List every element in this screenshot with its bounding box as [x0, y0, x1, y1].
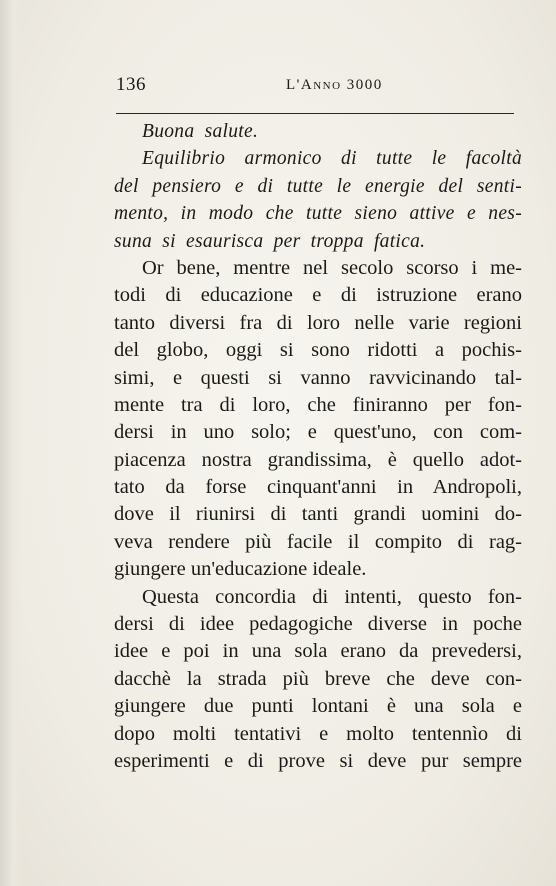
italic-line: suna si esaurisca per troppa fatica. — [114, 230, 426, 252]
italic-line: Buona salute. — [142, 121, 259, 142]
paragraph-line: esperimenti e di prove si deve pur sempre — [114, 749, 522, 772]
running-title: L'Anno 3000 — [286, 77, 383, 93]
paragraph-line: dopo molti tentativi e molto tentennìo di — [114, 722, 522, 745]
paragraph-line: tanto diversi fra di loro nelle varie regioni — [114, 311, 522, 334]
page-number: 136 — [116, 74, 146, 95]
paragraph-line: dersi di idee pedagogiche diverse in poche — [114, 613, 522, 636]
italic-line: del pensiero e di tutte le energie del senti- — [114, 175, 522, 197]
paragraph-line: tato da forse cinquant'anni in Andropoli, — [114, 476, 522, 499]
paragraph-line: mente tra di loro, che finiranno per fon- — [114, 393, 522, 416]
paragraph-line: todi di educazione e di istruzione erano — [114, 284, 522, 307]
paragraph-line: simi, e questi si vanno ravvicinando tal- — [114, 366, 522, 389]
italic-line: mento, in modo che tutte sieno attive e nes- — [114, 203, 522, 225]
paragraph-line: piacenza nostra grandissima, è quello adot- — [114, 448, 522, 471]
paragraph-line: Questa concordia di intenti, questo fon- — [142, 585, 522, 608]
paragraph-line: veva rendere più facile il compito di rag- — [114, 530, 522, 553]
paragraph-line: giungere un'educazione ideale. — [114, 558, 367, 581]
paragraph-line: idee e poi in una sola erano da prevedersi, — [114, 640, 522, 663]
paragraph-line: dersi in uno solo; e quest'uno, con com- — [114, 421, 522, 444]
page-gutter-shadow — [0, 0, 22, 886]
italic-line: Equilibrio armonico di tutte le facoltà — [142, 148, 522, 170]
header-rule — [116, 113, 514, 114]
page-header — [116, 74, 516, 100]
body-text — [114, 118, 522, 775]
paragraph-line: dacchè la strada più breve che deve con- — [114, 667, 522, 690]
paragraph-line: giungere due punti lontani è una sola e — [114, 695, 522, 718]
paragraph-line: dove il riunirsi di tanti grandi uomini do- — [114, 503, 522, 526]
paragraph-line: del globo, oggi si sono ridotti a pochis- — [114, 339, 522, 362]
paragraph-line: Or bene, mentre nel secolo scorso i me- — [142, 256, 522, 279]
